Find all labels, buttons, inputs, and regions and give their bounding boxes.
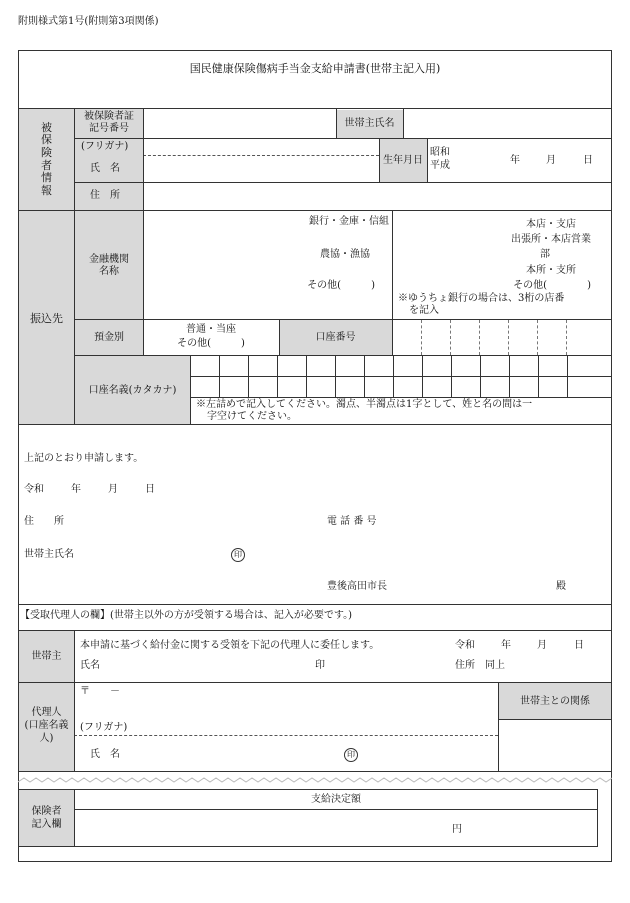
declaration-text: 上記のとおり申請します。	[24, 453, 144, 464]
form-reference: 附則様式第1号(附則第3項関係)	[18, 16, 159, 27]
agent-label-line3: 人)	[39, 733, 54, 744]
birthdate-label: 生年月日	[383, 155, 423, 166]
bank-type-1: 銀行・金庫・信組	[309, 216, 389, 227]
branch-type-5: その他( )	[513, 280, 591, 291]
declaration-address-label: 住 所	[24, 516, 64, 527]
yen-unit: 円	[452, 824, 462, 835]
delegation-era: 令和	[455, 640, 475, 651]
agent-householder-label: 世帯主	[31, 651, 62, 662]
insured-section-label: 被保険者情報	[41, 120, 52, 197]
branch-type-3: 部	[540, 249, 550, 260]
agent-seal-mark: 印	[344, 748, 358, 762]
amount-label: 支給決定額	[311, 794, 361, 805]
bank-section-label: 振込先	[30, 312, 63, 325]
yucho-note-line1: ※ゆうちょ銀行の場合は、3桁の店番	[398, 293, 565, 304]
deposit-type-2: その他( )	[177, 338, 245, 349]
householder-name-label: 世帯主氏名	[344, 118, 395, 129]
insurer-label-line1: 保険者	[31, 806, 62, 817]
era-showa: 昭和	[430, 147, 450, 158]
delegation-text: 本申請に基づく給付金に関する受領を下記の代理人に委任します。	[80, 640, 380, 651]
furigana-label: (フリガナ)	[81, 141, 129, 152]
declaration-era: 令和	[24, 484, 44, 495]
delegation-month-unit: 月	[537, 640, 547, 651]
account-holder-label: 口座名義(カタカナ)	[88, 385, 177, 396]
cert-label-line2: 記号番号	[89, 123, 129, 134]
relation-label: 世帯主との関係	[520, 696, 590, 707]
form-title: 国民健康保険傷病手当金支給申請書(世帯主記入用)	[189, 62, 441, 75]
agent-section-note: 【受取代理人の欄】(世帯主以外の方が受領する場合は、記入が必要です。)	[20, 610, 353, 621]
postal-code-mark: 〒 －	[80, 686, 120, 697]
birth-year-unit: 年	[510, 155, 520, 166]
name-label: 氏 名	[90, 163, 120, 174]
householder-seal-mark: 印	[231, 548, 245, 562]
honorific-label: 殿	[556, 581, 566, 592]
holder-note-line2: 字空けてください。	[207, 411, 297, 422]
declaration-year-unit: 年	[71, 484, 81, 495]
yucho-note-line2: を記入	[409, 305, 439, 316]
insurer-label-line2: 記入欄	[31, 819, 62, 830]
addressee-label: 豊後高田市長	[327, 581, 387, 592]
branch-type-1: 本店・支店	[526, 219, 576, 230]
agent-label-line1: 代理人	[31, 707, 62, 718]
bank-type-3: その他( )	[307, 280, 375, 291]
declaration-householder-label: 世帯主氏名	[24, 549, 74, 560]
birth-month-unit: 月	[546, 155, 556, 166]
delegation-day-unit: 日	[574, 640, 584, 651]
birth-day-unit: 日	[583, 155, 593, 166]
declaration-phone-label: 電 話 番 号	[327, 516, 377, 527]
agent-furigana-label: (フリガナ)	[80, 722, 128, 733]
tear-line	[18, 776, 612, 784]
delegation-year-unit: 年	[501, 640, 511, 651]
deposit-type-label: 預金別	[94, 332, 124, 343]
institution-label-line1: 金融機関	[89, 254, 129, 265]
deposit-type-1: 普通・当座	[186, 324, 236, 335]
agent-label-line2: (口座名義	[24, 720, 69, 731]
agent-name-label: 氏 名	[90, 749, 120, 760]
era-heisei: 平成	[430, 160, 450, 171]
branch-type-2: 出張所・本店営業	[511, 234, 591, 245]
bank-type-2: 農協・漁協	[320, 249, 370, 260]
holder-note-line1: ※左詰めで記入してください。濁点、半濁点は1字として、姓と名の間は一	[196, 399, 533, 410]
delegator-name-label: 氏名	[80, 660, 100, 671]
delegator-address-same: 住所 同上	[455, 660, 505, 671]
institution-label-line2: 名称	[99, 266, 119, 277]
delegator-seal-label: 印	[315, 660, 325, 671]
address-label: 住 所	[90, 190, 120, 201]
declaration-day-unit: 日	[145, 484, 155, 495]
cert-label-line1: 被保険者証	[84, 111, 134, 122]
branch-type-4: 本所・支所	[526, 265, 576, 276]
declaration-month-unit: 月	[108, 484, 118, 495]
account-number-label: 口座番号	[315, 332, 356, 343]
